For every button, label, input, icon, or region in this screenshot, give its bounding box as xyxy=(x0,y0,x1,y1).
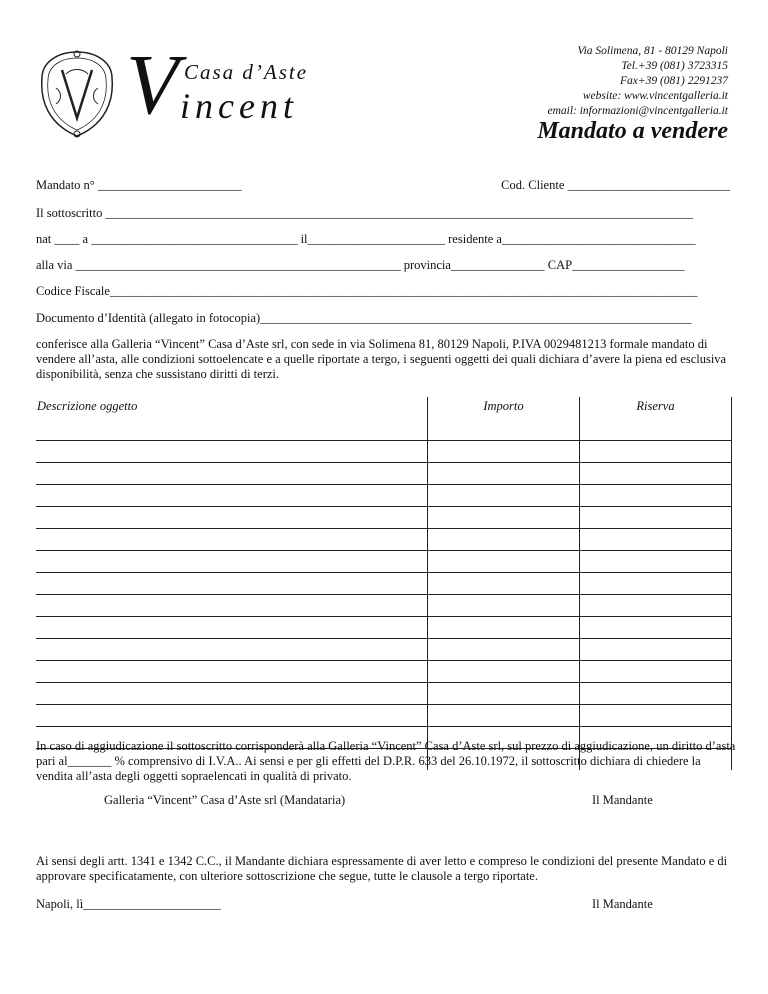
header-descrizione: Descrizione oggetto xyxy=(37,399,138,413)
riserva-cell[interactable] xyxy=(580,639,732,661)
table-row xyxy=(36,551,732,573)
table-row xyxy=(36,463,732,485)
descrizione-cell[interactable] xyxy=(36,639,428,661)
table-row xyxy=(36,441,732,463)
importo-cell[interactable] xyxy=(428,507,580,529)
importo-cell[interactable] xyxy=(428,683,580,705)
footer-mandante: Il Mandante xyxy=(592,897,653,911)
logo-incent: incent xyxy=(180,86,298,126)
descrizione-cell[interactable] xyxy=(36,529,428,551)
table-header-row xyxy=(36,397,732,441)
descrizione-cell[interactable] xyxy=(36,683,428,705)
importo-cell[interactable] xyxy=(428,551,580,573)
codice-fiscale-field[interactable]: Codice Fiscale______________________________________________________________________________________________ xyxy=(36,284,698,298)
table-row xyxy=(36,485,732,507)
importo-cell[interactable] xyxy=(428,485,580,507)
riserva-cell[interactable] xyxy=(580,573,732,595)
header-riserva: Riserva xyxy=(580,397,732,441)
table-row xyxy=(36,639,732,661)
table-row xyxy=(36,595,732,617)
logo-casa-daste: Casa d’Aste xyxy=(184,60,309,84)
importo-cell[interactable] xyxy=(428,595,580,617)
items-table xyxy=(36,397,732,770)
contact-fax: Fax+39 (081) 2291237 xyxy=(619,75,728,87)
riserva-cell[interactable] xyxy=(580,551,732,573)
place-date-field[interactable]: Napoli, lì______________________ xyxy=(36,897,221,911)
descrizione-cell[interactable] xyxy=(36,617,428,639)
logo-emblem xyxy=(36,48,118,140)
importo-cell[interactable] xyxy=(428,441,580,463)
riserva-cell[interactable] xyxy=(580,507,732,529)
riserva-cell[interactable] xyxy=(580,529,732,551)
riserva-cell[interactable] xyxy=(580,441,732,463)
importo-cell[interactable] xyxy=(428,617,580,639)
importo-cell[interactable] xyxy=(428,573,580,595)
descrizione-cell[interactable] xyxy=(36,507,428,529)
logo-initial: V xyxy=(126,36,179,132)
importo-cell[interactable] xyxy=(428,529,580,551)
table-row xyxy=(36,705,732,727)
table-row xyxy=(36,529,732,551)
table-row xyxy=(36,617,732,639)
sottoscritto-field[interactable]: Il sottoscritto ______________________________________________________________________________________________ xyxy=(36,206,693,220)
contact-address: Via Solimena, 81 - 80129 Napoli xyxy=(577,45,728,57)
importo-cell[interactable] xyxy=(428,661,580,683)
importo-cell[interactable] xyxy=(428,705,580,727)
cod-cliente-field[interactable]: Cod. Cliente __________________________ xyxy=(501,178,730,192)
riserva-cell[interactable] xyxy=(580,661,732,683)
descrizione-cell[interactable] xyxy=(36,551,428,573)
contact-website: website: www.vincentgalleria.it xyxy=(582,90,728,102)
emblem-icon xyxy=(36,48,118,140)
riserva-cell[interactable] xyxy=(580,485,732,507)
header-importo: Importo xyxy=(428,397,580,441)
riserva-cell[interactable] xyxy=(580,683,732,705)
signature-mandataria: Galleria “Vincent” Casa d’Aste srl (Mandataria) xyxy=(104,793,346,807)
descrizione-cell[interactable] xyxy=(36,441,428,463)
descrizione-cell[interactable] xyxy=(36,485,428,507)
signature-mandante: Il Mandante xyxy=(592,793,653,807)
riserva-cell[interactable] xyxy=(580,617,732,639)
table-row xyxy=(36,507,732,529)
aggiudicazione-paragraph: In caso di aggiudicazione il sottoscritto corrisponderà alla Galleria “Vincent” Casa d’Aste srl, sul prezzo di aggiudicazione, un diritto d’asta pari al_______ % comprensivo di I.V.A.. Ai sensi e per gli effetti del D.P.R. 633 del 26.10.1972, il sottoscritto dichiara di chiedere la vendita all’asta degli oggetti sopraelencati in qualità di privato. xyxy=(36,739,736,783)
descrizione-cell[interactable] xyxy=(36,463,428,485)
document-title: Mandato a vendere xyxy=(537,118,728,144)
importo-cell[interactable] xyxy=(428,639,580,661)
descrizione-cell[interactable] xyxy=(36,705,428,727)
descrizione-cell[interactable] xyxy=(36,573,428,595)
importo-cell[interactable] xyxy=(428,463,580,485)
approval-paragraph: Ai sensi degli artt. 1341 e 1342 C.C., il Mandante dichiara espressamente di aver letto e compreso le condizioni del presente Mandato e di approvare specificatamente, con ulteriore sottoscrizione che segue, tutte le clausole a tergo riportate. xyxy=(36,854,728,883)
mandato-number-field[interactable]: Mandato n° _______________________ xyxy=(36,178,242,192)
table-row xyxy=(36,573,732,595)
descrizione-cell[interactable] xyxy=(36,595,428,617)
birth-residence-field[interactable]: nat ____ a _________________________________ il______________________ residente a_______________________________ xyxy=(36,232,696,246)
riserva-cell[interactable] xyxy=(580,595,732,617)
table-row xyxy=(36,683,732,705)
descrizione-cell[interactable] xyxy=(36,661,428,683)
intro-paragraph: conferisce alla Galleria “Vincent” Casa d’Aste srl, con sede in via Solimena 81, 80129 Napoli, P.IVA 0029481213 formale mandato di vendere all’asta, alle condizioni sottoelencate e a quelle riportate a tergo, i seguenti oggetti dei quali dichiara d’avere la piena ed esclusiva disponibilità, senza che sussistano diritti di terzi. xyxy=(36,337,727,381)
contact-email: email: informazioni@vincentgalleria.it xyxy=(547,105,728,117)
documento-field[interactable]: Documento d’Identità (allegato in fotocopia)_____________________________________________________________________ xyxy=(36,311,692,325)
address-field[interactable]: alla via ____________________________________________________ provincia_______________ CAP__________________ xyxy=(36,258,685,272)
table-row xyxy=(36,661,732,683)
riserva-cell[interactable] xyxy=(580,705,732,727)
contact-block xyxy=(547,44,728,119)
contact-tel: Tel.+39 (081) 3723315 xyxy=(621,60,728,72)
riserva-cell[interactable] xyxy=(580,463,732,485)
